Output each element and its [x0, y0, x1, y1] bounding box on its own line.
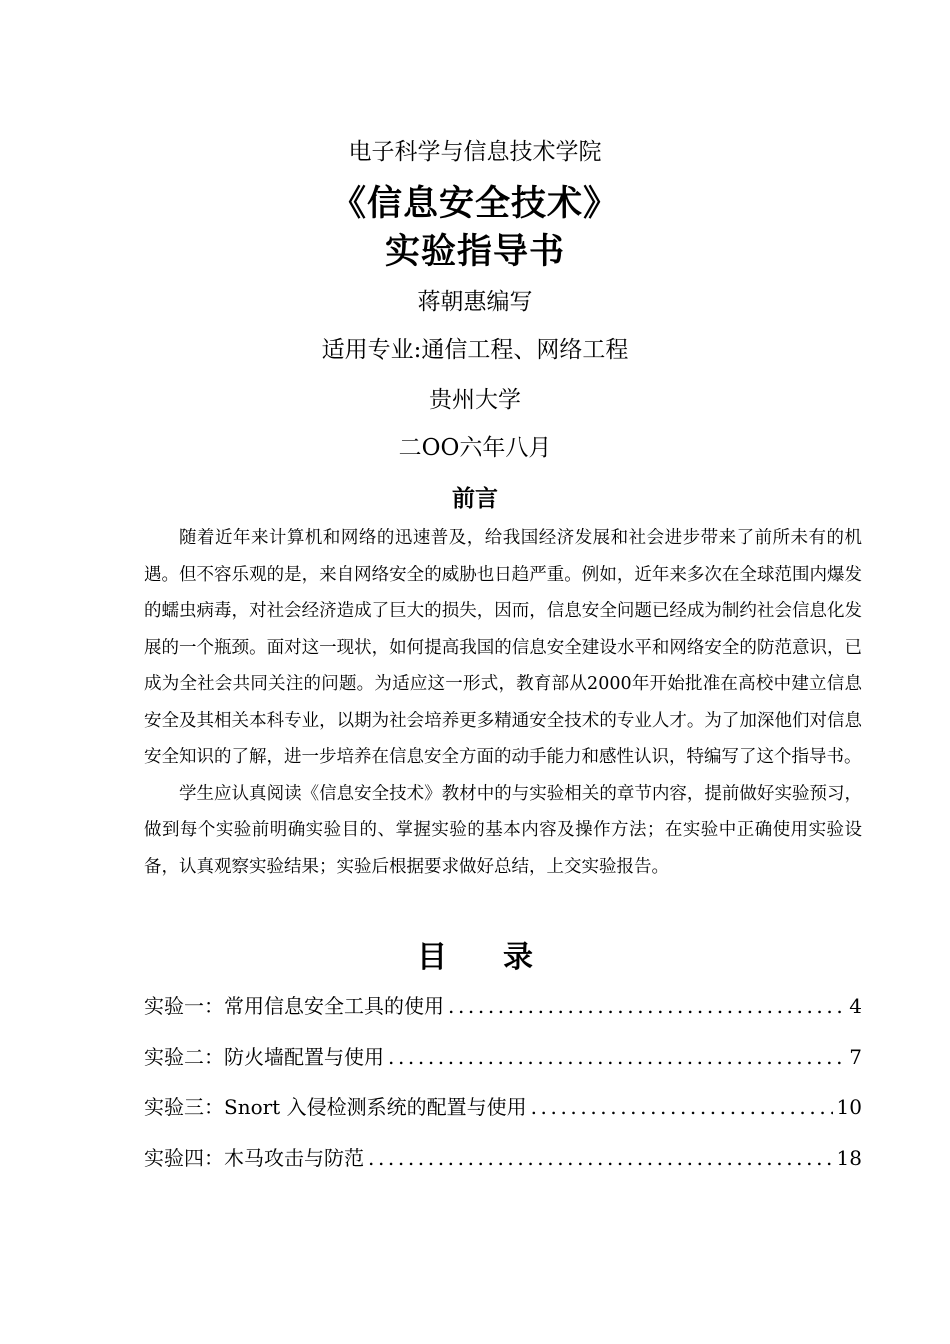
- author-line: 蒋朝惠编写: [417, 289, 533, 315]
- book-title: 《信息安全技术》: [330, 184, 619, 224]
- book-subtitle: 实验指导书: [384, 232, 565, 272]
- toc-entry-1[interactable]: [144, 988, 862, 1039]
- table-of-contents: [144, 988, 862, 1190]
- toc-entry-4[interactable]: [144, 1140, 862, 1191]
- university-name: 贵州大学: [429, 387, 521, 413]
- toc-page-number: 7: [849, 1044, 862, 1069]
- toc-leader-dots: [388, 1039, 845, 1075]
- preface-body: [144, 520, 862, 885]
- toc-entry-label: 实验二：防火墙配置与使用: [144, 1044, 384, 1069]
- preface-heading: 前言: [452, 486, 498, 512]
- publication-date: 二OO六年八月: [398, 435, 552, 461]
- toc-page-number: 4: [849, 994, 862, 1018]
- toc-heading: [0, 938, 950, 978]
- preface-paragraph: 学生应认真阅读《信息安全技术》教材中的与实验相关的章节内容，提前做好实验预习，做到每个实验前明确实验目的、掌握实验的基本内容及操作方法；在实验中正确使用实验设备，认真观察实验结果；实验后根据要求做好总结，上交实验报告。: [144, 783, 862, 877]
- toc-entry-label: 实验四：木马攻击与防范: [144, 1145, 364, 1170]
- preface-paragraph: 随着近年来计算机和网络的迅速普及，给我国经济发展和社会进步带来了前所未有的机遇。但不容乐观的是，来自网络安全的威胁也日趋严重。例如，近年来多次在全球范围内爆发的蠕虫病毒，对社会经济造成了巨大的损失，因而，信息安全问题已经成为制约社会信息化发展的一个瓶颈。面对这一现状，如何提高我国的信息安全建设水平和网络安全的防范意识，已成为全社会共同关注的问题。为适应这一形式，教育部从2000年开始批准在高校中建立信息安全及其相关本科专业，以期为社会培养更多精通安全技术的专业人才。为了加深他们对信息安全知识的了解，进一步培养在信息安全方面的动手能力和感性认识，特编写了这个指导书。: [144, 528, 862, 767]
- toc-entry-label: 实验三：Snort 入侵检测系统的配置与使用: [144, 1095, 527, 1119]
- toc-entry-2[interactable]: [144, 1039, 862, 1090]
- toc-page-number: 18: [836, 1145, 862, 1170]
- toc-leader-dots: [448, 988, 845, 1024]
- college-name: 电子科学与信息技术学院: [348, 139, 602, 165]
- toc-leader-dots: [368, 1140, 833, 1176]
- toc-heading-char: 目: [417, 940, 447, 975]
- toc-page-number: 10: [836, 1095, 862, 1119]
- toc-leader-dots: [531, 1089, 833, 1125]
- toc-heading-char: 录: [503, 940, 533, 975]
- toc-entry-3[interactable]: [144, 1089, 862, 1140]
- applicable-major: 适用专业:通信工程、网络工程: [321, 337, 629, 363]
- toc-entry-label: 实验一：常用信息安全工具的使用: [144, 994, 444, 1018]
